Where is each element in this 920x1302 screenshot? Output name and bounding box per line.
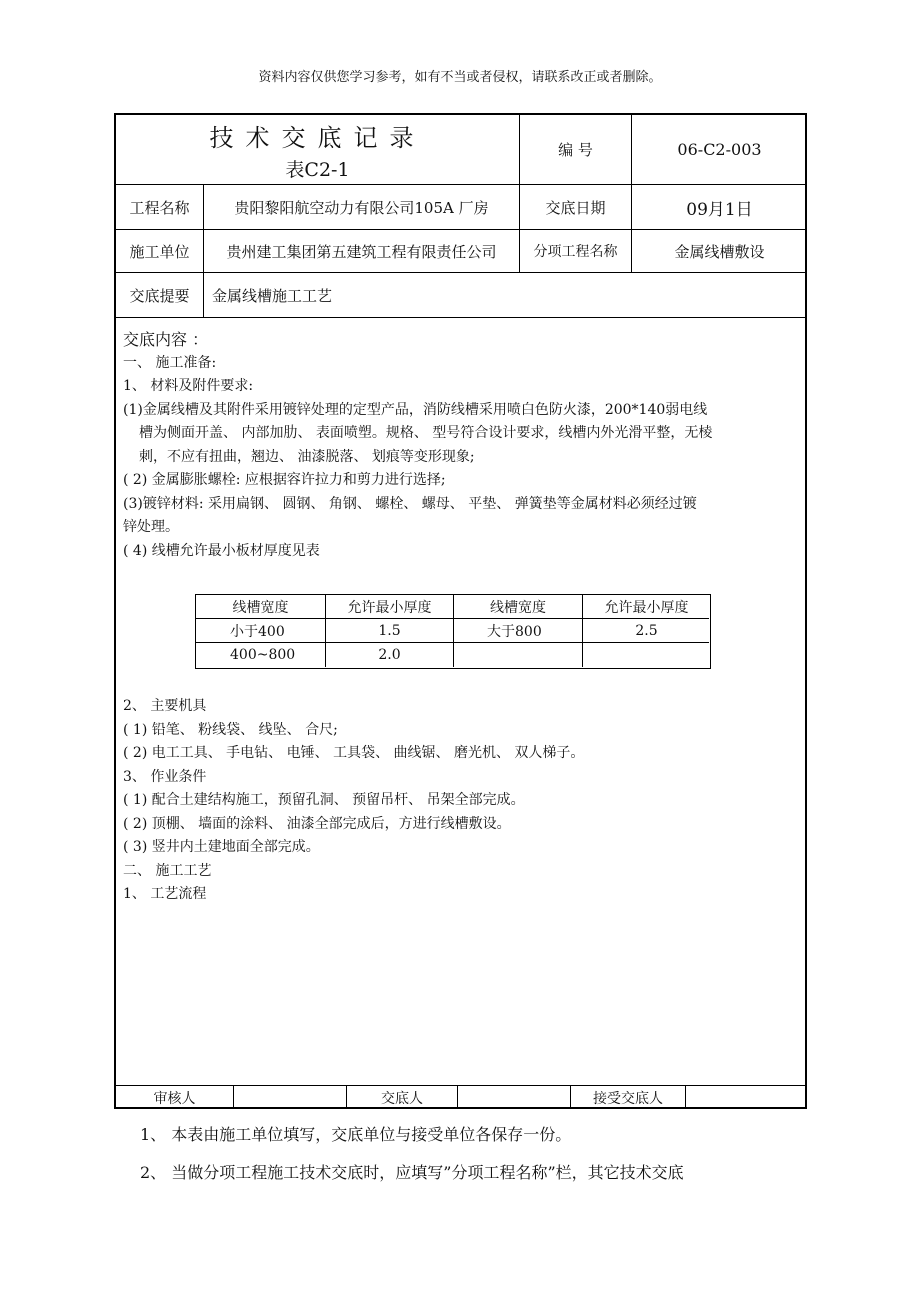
summary-label: 交底提要: [129, 286, 190, 305]
list-item: ( 2) 电工工具、 手电钻、 电锤、 工具袋、 曲线锯、 磨光机、 双人梯子。: [123, 745, 585, 761]
disclosure-content-continued: [123, 695, 799, 907]
table-header-cell: 允许最小厚度: [347, 599, 432, 616]
list-item: ( 1) 铅笔、 粉线袋、 线坠、 合尺;: [123, 721, 338, 738]
form-number: 表C2-1: [285, 159, 350, 181]
project-label: 工程名称: [129, 198, 190, 217]
table-cell: 2.5: [635, 622, 658, 639]
table-header-cell: 线槽宽度: [490, 599, 546, 616]
table-header-cell: 线槽宽度: [232, 599, 289, 616]
unit-value: 贵州建工集团第五建筑工程有限责任公司: [226, 242, 497, 261]
number-value: 06-C2-003: [677, 140, 762, 159]
form-title: 技术交底记录: [209, 123, 426, 152]
table-header-cell: 允许最小厚度: [604, 599, 689, 616]
disclaimer-notice: 资料内容仅供您学习参考，如有不当或者侵权，请联系改正或者删除。: [258, 70, 662, 85]
receiver-label: 接受交底人: [593, 1091, 663, 1107]
paragraph-line: 槽为侧面开盖、 内部加肋、 表面喷塑。规格、 型号符合设计要求，线槽内外光滑平整，无棱: [139, 425, 713, 441]
subsection-heading: 2、 主要机具: [123, 698, 207, 714]
paragraph-line: 锌处理。: [123, 519, 179, 535]
subitem-value: 金属线槽敷设: [674, 242, 765, 261]
subsection-heading: 1、 材料及附件要求:: [123, 378, 254, 394]
content-heading: 交底内容 ：: [123, 330, 209, 349]
section-heading: 二、 施工工艺: [123, 862, 212, 879]
paragraph-line: 刺，不应有扭曲，翘边、 油漆脱落、 划痕等变形现象;: [139, 448, 475, 465]
list-item: ( 1) 配合土建结构施工，预留孔洞、 预留吊杆、 吊架全部完成。: [123, 792, 525, 808]
subsection-heading: 3、 作业条件: [123, 768, 207, 785]
paragraph-line: ( 2) 金属膨胀螺栓: 应根据容许拉力和剪力进行选择;: [123, 472, 446, 488]
thickness-table: [195, 594, 711, 669]
date-value: 09月1日: [686, 199, 753, 220]
disclosure-content: [123, 328, 799, 563]
number-label: 编 号: [558, 141, 593, 159]
list-item: ( 2) 顶棚、 墙面的涂料、 油漆全部完成后，方进行线槽敷设。: [123, 815, 511, 832]
table-cell: 400~800: [230, 647, 296, 663]
list-item: ( 3) 竖井内土建地面全部完成。: [123, 839, 320, 855]
subsection-heading: 1、 工艺流程: [123, 886, 207, 902]
footnote-1: 1、 本表由施工单位填写，交底单位与接受单位各保存一份。: [140, 1125, 572, 1144]
unit-label: 施工单位: [129, 242, 190, 261]
project-value: 贵阳黎阳航空动力有限公司105A 厂房: [234, 198, 489, 217]
table-cell: 小于400: [230, 623, 285, 640]
paragraph-line: (1)金属线槽及其附件采用镀锌处理的定型产品，消防线槽采用喷白色防火漆，200*140弱电线: [123, 401, 708, 418]
section-heading: 一、 施工准备:: [123, 354, 217, 371]
reviewer-label: 审核人: [153, 1091, 196, 1107]
table-cell: 2.0: [378, 647, 401, 663]
footnote-2: 2、 当做分项工程施工技术交底时，应填写”分项工程名称”栏，其它技术交底: [140, 1163, 684, 1182]
table-cell: 1.5: [378, 622, 401, 639]
date-label: 交底日期: [545, 198, 606, 217]
table-cell: 大于800: [487, 623, 542, 640]
subitem-label: 分项工程名称: [533, 244, 618, 260]
paragraph-line: ( 4) 线槽允许最小板材厚度见表: [123, 542, 320, 559]
paragraph-line: (3)镀锌材料: 采用扁钢、 圆钢、 角钢、 螺栓、 螺母、 平垫、 弹簧垫等金属材料必须经过镀: [123, 495, 697, 512]
presenter-label: 交底人: [381, 1091, 423, 1107]
summary-value: 金属线槽施工工艺: [212, 286, 333, 305]
